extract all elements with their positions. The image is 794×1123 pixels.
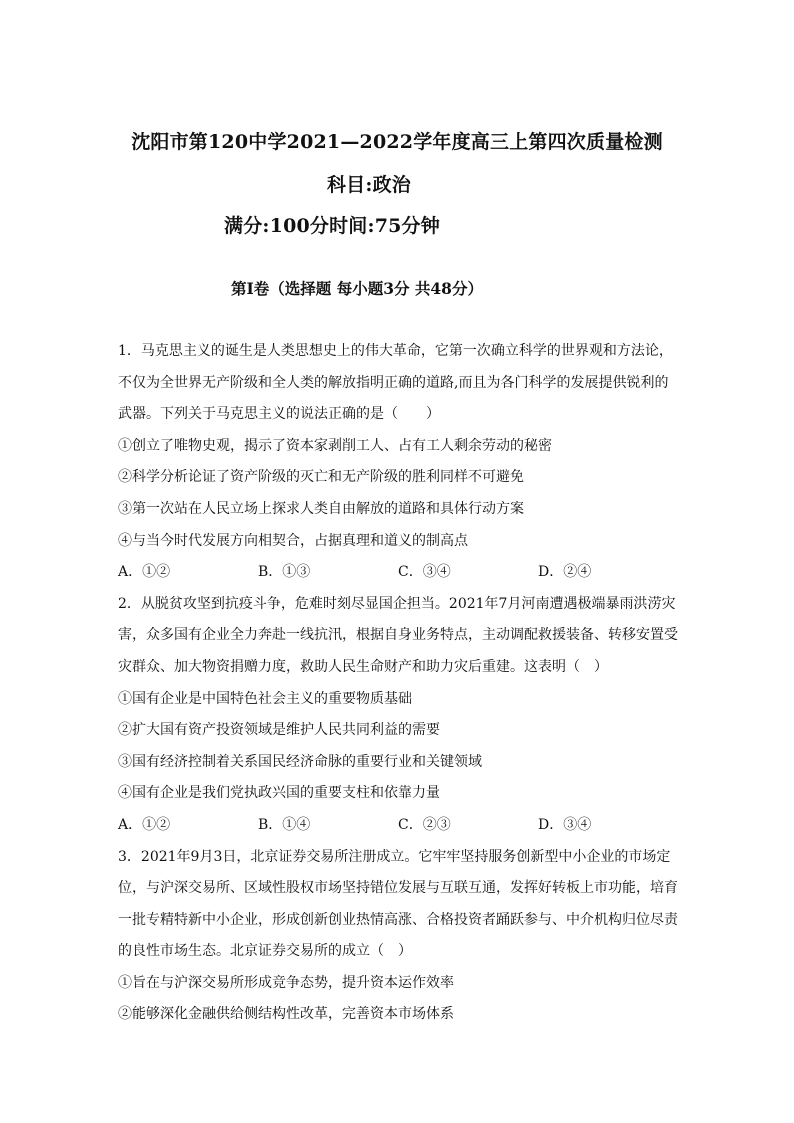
statement-item: ①创立了唯物史观，揭示了资本家剥削工人、占有工人剩余劳动的秘密 [118,437,552,454]
option-b[interactable]: B．①④ [258,816,311,833]
question-stem-line: 灾群众、加大物资捐赠力度，救助人民生命财产和助力灾后重建。这表明（ ） [118,658,608,675]
question-stem-line: 害，众多国有企业全力奔赴一线抗汛，根据自身业务特点，主动调配救援装备、转移安置受 [118,627,678,644]
option-d[interactable]: D．②④ [538,564,592,581]
statement-item: ④国有企业是我们党执政兴国的重要支柱和依靠力量 [118,785,440,802]
statement-item: ①国有企业是中国特色社会主义的重要物质基础 [118,690,412,707]
question-stem-line: 一批专精特新中小企业，形成创新创业热情高涨、合格投资者踊跃参与、中介机构归位尽责 [118,911,678,928]
option-b[interactable]: B．①③ [258,564,311,581]
section-heading: 第Ⅰ卷（选择题 每小题3分 共48分） [231,279,483,298]
score-time-line: 满分:100分时间:75分钟 [224,215,440,237]
statement-item: ④与当今时代发展方向相契合，占据真理和道义的制高点 [118,532,468,549]
statement-item: ②能够深化金融供给侧结构性改革，完善资本市场体系 [118,1006,454,1023]
option-a[interactable]: A．①② [118,564,171,581]
question-stem-line: 的良性市场生态。北京证券交易所的成立（ ） [118,943,412,960]
option-c[interactable]: C．②③ [398,816,451,833]
answer-options [118,557,678,589]
question-stem-line: 不仅为全世界无产阶级和全人类的解放指明正确的道路,而且为各门科学的发展提供锐利的 [118,374,669,391]
subject-line: 科目:政治 [326,174,411,196]
question-stem-line: 1．马克思主义的诞生是人类思想史上的伟大革命，它第一次确立科学的世界观和方法论， [118,343,673,359]
question-3 [118,842,678,1032]
question-2 [118,589,678,842]
statement-item: ③国有经济控制着关系国民经济命脉的重要行业和关键领域 [118,753,482,770]
question-1 [118,336,678,589]
option-d[interactable]: D．③④ [538,816,592,833]
statement-item: ②扩大国有资产投资领域是维护人民共同利益的需要 [118,722,440,739]
statement-item: ①旨在与沪深交易所形成竞争态势，提升资本运作效率 [118,974,454,991]
statement-item: ②科学分析论证了资产阶级的灭亡和无产阶级的胜利同样不可避免 [118,469,524,486]
question-stem-line: 武器。下列关于马克思主义的说法正确的是（ ） [118,406,440,423]
question-stem-line: 位，与沪深交易所、区域性股权市场坚持错位发展与互联互通，发挥好转板上市功能，培育 [118,880,678,897]
question-stem-line: 3．2021年9月3日，北京证券交易所注册成立。它牢牢坚持服务创新型中小企业的市场定 [118,848,671,865]
statement-item: ③第一次站在人民立场上探求人类自由解放的道路和具体行动方案 [118,500,524,517]
answer-options [118,810,678,842]
option-c[interactable]: C．③④ [398,564,451,581]
question-list [118,336,678,1031]
exam-title: 沈阳市第120中学2021—2022学年度高三上第四次质量检测 [131,131,663,153]
question-stem-line: 2．从脱贫攻坚到抗疫斗争，危难时刻尽显国企担当。2021年7月河南遭遇极端暴雨洪涝灾 [118,595,676,612]
option-a[interactable]: A．①② [118,816,171,833]
